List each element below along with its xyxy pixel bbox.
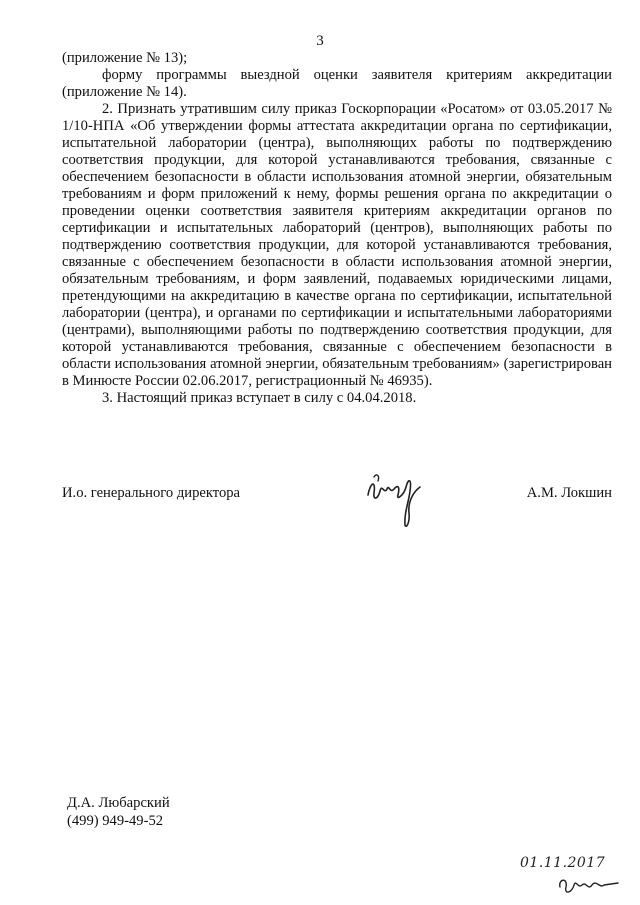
paragraph-appendix-14: форму программы выездной оценки заявителя критериям аккредитации (приложение № 14). bbox=[62, 67, 612, 100]
document-body bbox=[62, 50, 612, 407]
signatory-name: А.М. Локшин bbox=[526, 485, 612, 501]
signatory-title: И.о. генерального директора bbox=[62, 485, 241, 501]
page-number: 3 bbox=[316, 33, 324, 49]
contact-phone: (499) 949-49-52 bbox=[67, 813, 164, 829]
paragraph-item-3: 3. Настоящий приказ вступает в силу с 04.04.2018. bbox=[102, 390, 417, 406]
handwritten-signature bbox=[360, 465, 430, 530]
signature-block bbox=[62, 485, 612, 505]
handwritten-date: 01.11.2017 bbox=[520, 855, 606, 871]
contact-name: Д.А. Любарский bbox=[67, 795, 170, 811]
handwritten-note bbox=[516, 855, 626, 900]
paragraph-appendix-13: (приложение № 13); bbox=[62, 50, 188, 66]
handwritten-initials bbox=[556, 873, 621, 898]
contact-block bbox=[67, 794, 170, 830]
paragraph-item-2: 2. Признать утратившим силу приказ Госкорпорации «Росатом» от 03.05.2017 № 1/10-НПА «Об утверждении формы аттестата аккредитации органа по сертификации, испытательной лаборатории (центра), выполняющих работы по подтверждению соответствия продукции, для которой устанавливаются требования, связанные с обеспечением безопасности в области использования атомной энергии, обязательным требованиям и форм приложений к нему, формы решения органа по аккредитации о проведении оценки соответствия заявителя критериям аккредитации органов по сертификации и испытательных лабораторий (центров), выполняющих работы по подтверждению соответствия продукции, для которой устанавливаются требования, связанные с обеспечением безопасности в области использования атомной энергии, обязательным требованиям, и форм заявлений, подаваемых юридическими лицами, претендующими на аккредитацию в качестве органа по сертификации, испытательной лаборатории (центра), и органами по сертификации и испытательными лабораториями (центрами), выполняющими работы по подтверждению соответствия продукции, для которой устанавливаются требования, связанные с обеспечением безопасности в области использования атомной энергии, обязательным требованиям» (зарегистрирован в Минюсте России 02.06.2017, регистрационный № 46935). bbox=[62, 101, 612, 389]
